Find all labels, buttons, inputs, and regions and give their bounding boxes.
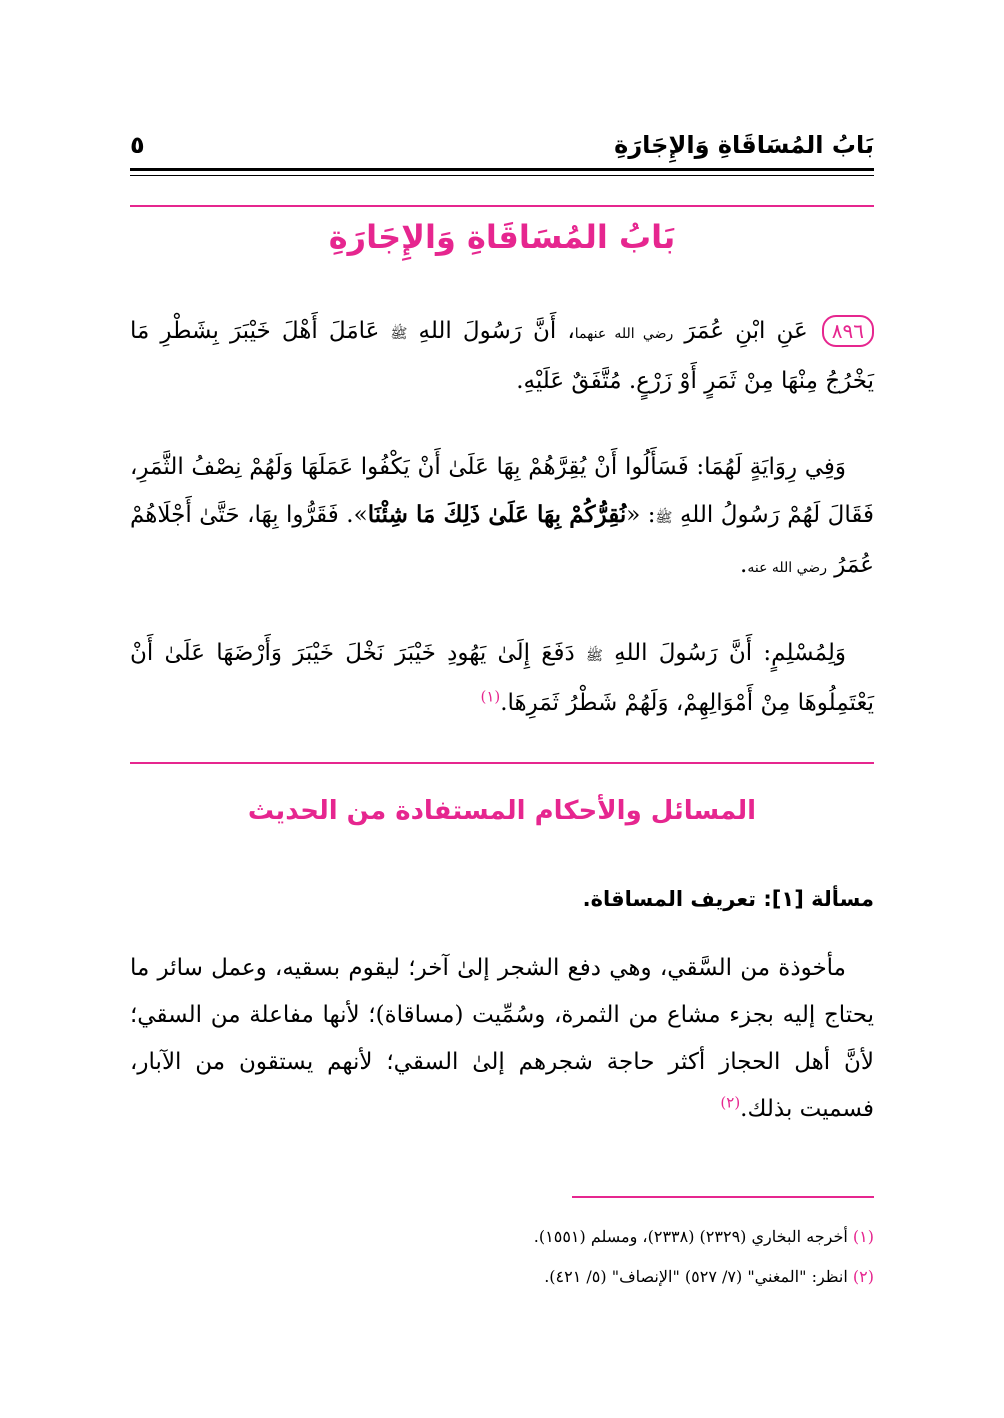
honorific-glyph: رضي الله عنه [747,560,827,576]
footnote-2: (٢) انظر: "المغني" (٧/ ٥٢٧) "الإنصاف" (٥/ ٤٢١). [544,1267,874,1286]
issue-heading: مسألة [١]: تعريف المساقاة. [582,887,874,911]
footnote-rule [572,1196,874,1198]
hadith-paragraph-3: وَلِمُسْلِمٍ: أَنَّ رَسُولَ اللهِ ﷺ دَفَعَ إِلَىٰ يَهُودِ خَيْبَرَ نَخْلَ خَيْبَرَ وَأَرْضَهَا عَلَىٰ أَنْ يَعْتَمِلُوهَا مِنْ أَمْوَالِهِمْ، وَلَهُمْ شَطْرُ ثَمَرِهَا.$^{(١)}$ [130,640,874,716]
honorific-glyph: ﷺ [655,510,673,526]
hadith-paragraph-1: ٨٩٦عَنِ ابْنِ عُمَرَ رضي الله عنهما، أَنَّ رَسُولَ اللهِ ﷺ عَامَلَ أَهْلَ خَيْبَرَ بِشَطْرِ مَا يَخْرُجُ مِنْهَا مِنْ ثَمَرٍ أَوْ زَرْعٍ. مُتَّفَقٌ عَلَيْهِ. [130,308,874,405]
running-title: بَابُ المُسَاقَاةِ وَالإِجَارَةِ [614,131,874,159]
page-number: ٥ [130,131,145,159]
header-rule-thick [130,168,874,171]
honorific-glyph: ﷺ [585,648,603,664]
prophetic-quote: نُقِرُّكُمْ بِهَا عَلَىٰ ذَلِكَ مَا شِئْنَا [367,501,627,528]
chapter-top-rule [130,205,874,207]
issue-paragraph: مأخوذة من السَّقي، وهي دفع الشجر إلىٰ آخر؛ ليقوم بسقيه، وعمل سائر ما يحتاج إليه بجزء مشاع من الثمرة، وسُمِّيت (مساقاة)؛ لأنها مفاعلة من السقي؛ لأنَّ أهل الحجاز أكثر حاجة شجرهم إلىٰ السقي؛ لأنهم يستقون من الآبار، فسميت بذلك.$^{(٢)}$ [130,955,874,1122]
footnote-mark: (١) [852,1227,874,1246]
section-divider [130,762,874,764]
honorific-glyph: رضي الله عنهما [574,326,674,342]
running-header [130,125,874,165]
footnote-reference-1[interactable]: (١) [480,687,501,706]
header-rule-thin [130,175,874,176]
footnote-reference-2[interactable]: (٢) [720,1093,741,1112]
footnote-1: (١) أخرجه البخاري (٢٣٢٩) (٢٣٣٨)، ومسلم (١٥٥١). [533,1227,874,1246]
hadith-paragraph-2: وَفِي رِوَايَةٍ لَهُمَا: فَسَأَلُوا أَنْ يُقِرَّهُمْ بِهَا عَلَىٰ أَنْ يَكْفُوا عَمَلَهَا وَلَهُمْ نِصْفُ الثَّمَرِ، فَقَالَ لَهُمْ رَسُولُ اللهِ ﷺ: «نُقِرُّكُمْ بِهَا عَلَىٰ ذَلِكَ مَا شِئْنَا». فَقَرُّوا بِهَا، حَتَّىٰ أَجْلَاهُمْ عُمَرُ رضي الله عنه. [130,454,874,578]
hadith-number-badge: ٨٩٦ [822,315,874,347]
honorific-glyph: ﷺ [390,326,408,342]
section-title: المسائل والأحكام المستفادة من الحديث [247,796,757,826]
chapter-title: بَابُ المُسَاقَاةِ وَالإِجَارَةِ [328,218,676,256]
footnote-mark: (٢) [852,1267,874,1286]
